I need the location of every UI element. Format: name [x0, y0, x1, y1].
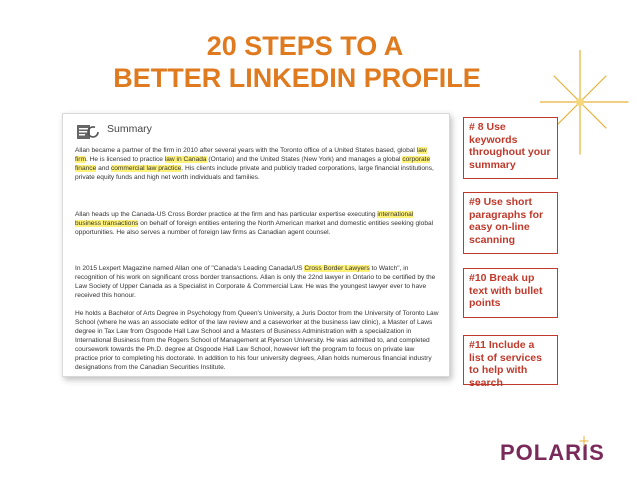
- summary-paragraph-1: Allan became a partner of the firm in 2010 after several years with the Toronto office of a United States based, global law firm. He is licensed to practice law in Canada (Ontario) and the United States (New York) and manages a global corporate finance and commercial law practice. His clients include private and publicly traded corporations, large financial institutions, private equity funds and high net worth individuals and families.: [75, 147, 434, 181]
- polaris-logo: [500, 436, 625, 466]
- linkedin-summary-screenshot: [62, 113, 450, 377]
- summary-section-icon: [77, 124, 99, 140]
- summary-heading: Summary: [107, 123, 152, 135]
- tip-box-10: #10 Break up text with bullet points: [463, 268, 558, 318]
- summary-paragraph-2: Allan heads up the Canada-US Cross Border practice at the firm and has particular expertise executing international business transactions on behalf of foreign entities entering the North American market and domestic entities seeking global opportunities. He also serves a number of foreign law firms as Canadian agent counsel.: [75, 211, 434, 236]
- summary-paragraph-4: He holds a Bachelor of Arts Degree in Psychology from Queen's University, a Juris Doctor from the University of Toronto Law School (where he was an associate editor of the law review and a caseworker at the business law clinic), a Master of Laws degree in Tax Law from Osgoode Hall Law School and a Masters of Business Administration with a specialization in International Business from the Rogers School of Management at Ryerson University. He was admitted to, and completed coursework towards the Ph.D. degree at Osgoode Hall Law School, however left the program to focus on private law practice prior to completing his doctorate. In addition to his four university degrees, Allan holds numerous financial industry designations from the Canadian Securities Institute.: [75, 310, 439, 371]
- tip-box-9: #9 Use short paragraphs for easy on-line scanning: [463, 192, 558, 254]
- polaris-logo-text: POLARIS: [500, 440, 605, 465]
- slide-title-line1: 20 STEPS TO A: [206, 31, 404, 61]
- summary-paragraph-3: In 2015 Lexpert Magazine named Allan one of "Canada's Leading Canada/US Cross Border Lawyers to Watch", in recognition of his work on significant cross border transactions. Allan is only the 22nd lawyer in Ontario to be certified by the Law Society of Upper Canada as a Specialist in Corporate & Commercial Law. He was the youngest lawyer ever to have received this honour.: [75, 265, 436, 299]
- tip-box-11: #11 Include a list of services to help with search: [463, 335, 558, 385]
- slide-title-line2: BETTER LINKEDIN PROFILE: [113, 63, 481, 93]
- tip-box-8: # 8 Use keywords throughout your summary: [463, 117, 558, 179]
